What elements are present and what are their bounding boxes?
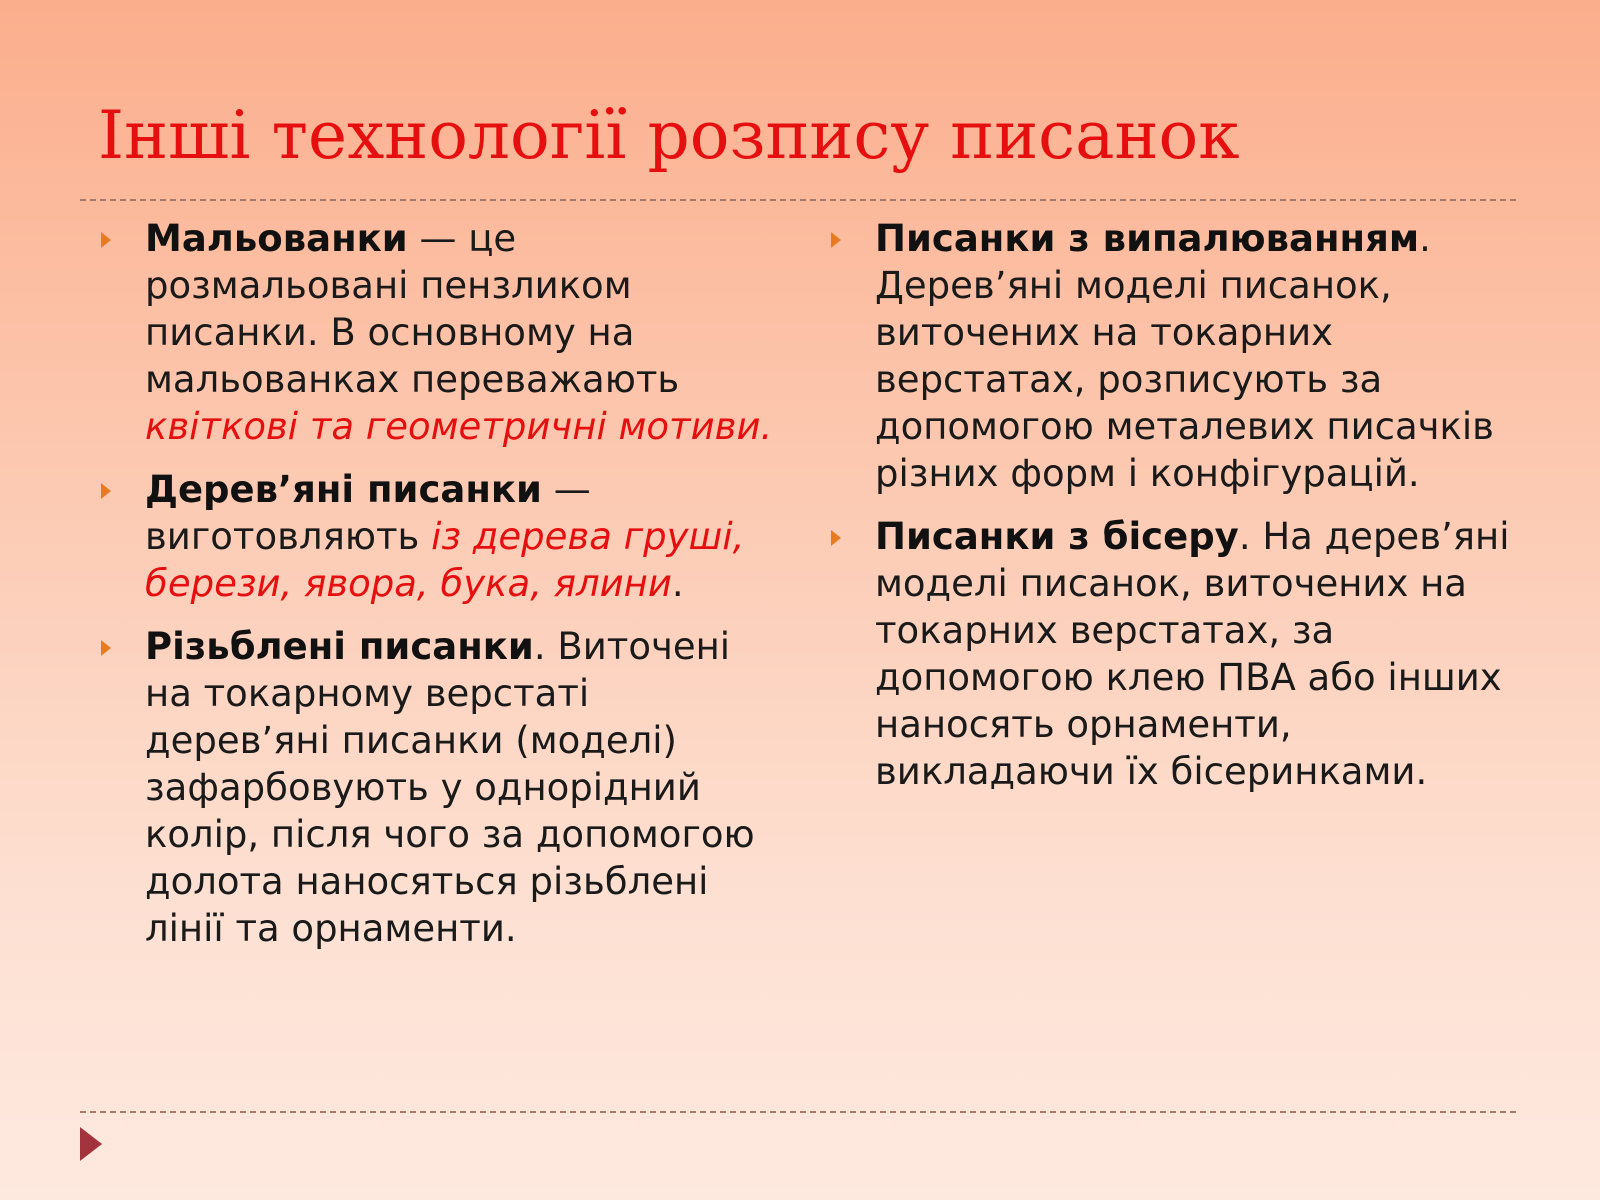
term-label: Різьблені писанки <box>145 625 534 668</box>
item-text-end: . <box>671 562 684 605</box>
arrow-bullet-icon <box>101 640 111 656</box>
term-label: Дерев’яні писанки <box>145 468 542 511</box>
highlight-text: квіткові та геометричні мотиви. <box>145 405 773 448</box>
term-label: Писанки з випалюванням <box>875 217 1420 260</box>
list-item <box>825 215 1515 497</box>
item-text: . На дерев’яні моделі писанок, виточених на токарних верстатах, за допомогою клею ПВА або інших наносять орнаменти, викладаючи їх бісеринками. <box>875 515 1510 793</box>
item-text: — виготовляють <box>145 468 591 558</box>
footer-divider <box>80 1111 1516 1113</box>
arrow-bullet-icon <box>101 483 111 499</box>
term-label: Писанки з бісеру <box>875 515 1239 558</box>
arrow-bullet-icon <box>831 530 841 546</box>
next-slide-arrow-icon[interactable] <box>80 1127 102 1161</box>
list-item <box>825 513 1515 795</box>
list-item <box>95 623 775 952</box>
list-item <box>95 466 775 607</box>
right-column-list <box>825 215 1515 811</box>
left-column-list <box>95 215 775 968</box>
list-item <box>95 215 775 450</box>
slide-title: Інші технології розпису писанок <box>98 97 1240 174</box>
term-label: Мальованки <box>145 217 408 260</box>
item-text: . Дерев’яні моделі писанок, виточених на токарних верстатах, розписують за допомогою металевих писачків різних форм і конфігурацій. <box>875 217 1494 495</box>
item-text: — це розмальовані пензликом писанки. В основному на мальованках переважають <box>145 217 680 401</box>
arrow-bullet-icon <box>831 232 841 248</box>
item-text: . Виточені на токарному верстаті дерев’яні писанки (моделі) зафарбовують у однорідний колір, після чого за допомогою долота наносяться різьблені лінії та орнаменти. <box>145 625 755 950</box>
arrow-bullet-icon <box>101 232 111 248</box>
title-divider <box>80 199 1516 201</box>
highlight-text: із дерева груші, берези, явора, бука, ялини <box>145 515 745 605</box>
